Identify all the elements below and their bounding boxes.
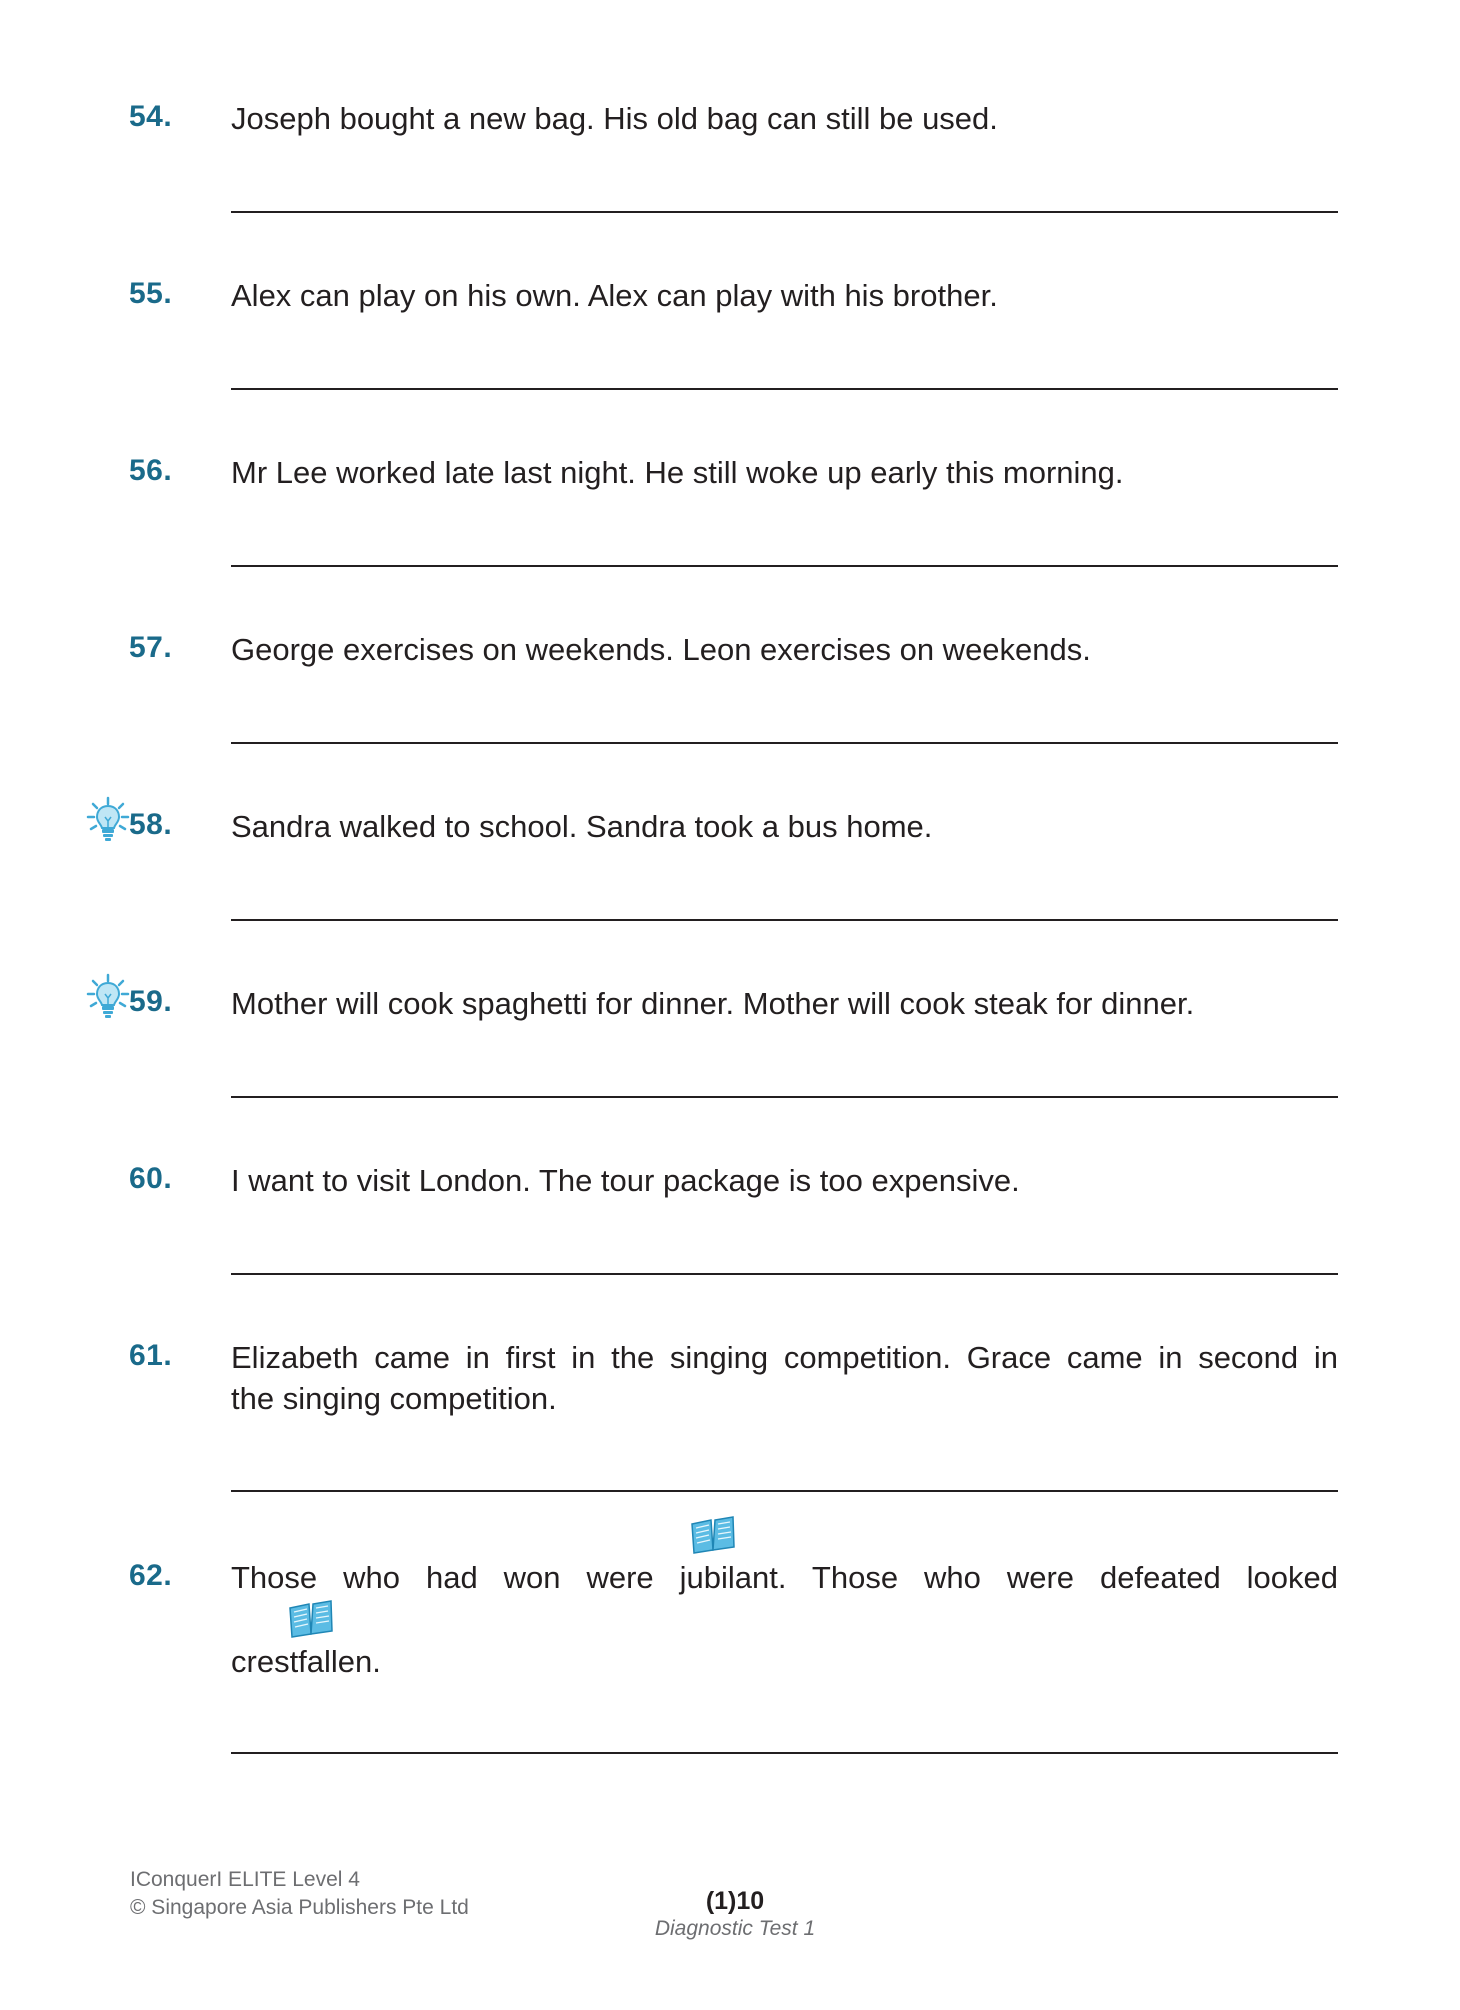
copyright-notice: © Singapore Asia Publishers Pte Ltd <box>130 1896 469 1919</box>
lightbulb-icon <box>86 973 130 1021</box>
answer-line[interactable] <box>231 388 1338 390</box>
question-number: 58. <box>129 808 173 841</box>
question-text-line-2: the singing competition. <box>231 1381 557 1416</box>
open-book-icon <box>288 1600 334 1638</box>
question-number: 60. <box>129 1162 173 1195</box>
question-text: Mr Lee worked late last night. He still woke up early this morning. <box>231 455 1124 490</box>
section-name: Diagnostic Test 1 <box>654 1917 816 1940</box>
question-text: Mother will cook spaghetti for dinner. Mother will cook steak for dinner. <box>231 986 1195 1021</box>
answer-line[interactable] <box>231 919 1338 921</box>
answer-line[interactable] <box>231 742 1338 744</box>
question-number: 56. <box>129 454 173 487</box>
question-text: Sandra walked to school. Sandra took a bus home. <box>231 809 933 844</box>
answer-line[interactable] <box>231 565 1338 567</box>
answer-line[interactable] <box>231 211 1338 213</box>
question-number: 55. <box>129 277 173 310</box>
answer-line[interactable] <box>231 1490 1338 1492</box>
open-book-icon <box>690 1516 736 1554</box>
question-number: 59. <box>129 985 173 1018</box>
answer-line[interactable] <box>231 1752 1338 1754</box>
question-text: George exercises on weekends. Leon exercises on weekends. <box>231 632 1091 667</box>
question-text: I want to visit London. The tour package is too expensive. <box>231 1163 1020 1198</box>
question-number: 61. <box>129 1339 173 1372</box>
lightbulb-icon <box>86 796 130 844</box>
question-text-line-1: Elizabeth came in first in the singing competition. Grace came in second in <box>231 1340 1338 1375</box>
question-text-line-2: crestfallen. <box>231 1644 381 1679</box>
page-number: (1)10 <box>705 1887 765 1915</box>
question-number: 62. <box>129 1559 173 1592</box>
question-text-line-1: Those who had won were jubilant. Those who were defeated looked <box>231 1560 1338 1595</box>
book-title: IConquerI ELITE Level 4 <box>130 1868 360 1891</box>
question-number: 57. <box>129 631 173 664</box>
question-text: Alex can play on his own. Alex can play with his brother. <box>231 278 998 313</box>
footer-publisher <box>130 1866 469 1922</box>
footer-page-info <box>640 1886 830 1942</box>
question-number: 54. <box>129 100 173 133</box>
question-text: Joseph bought a new bag. His old bag can still be used. <box>231 101 998 136</box>
answer-line[interactable] <box>231 1096 1338 1098</box>
answer-line[interactable] <box>231 1273 1338 1275</box>
